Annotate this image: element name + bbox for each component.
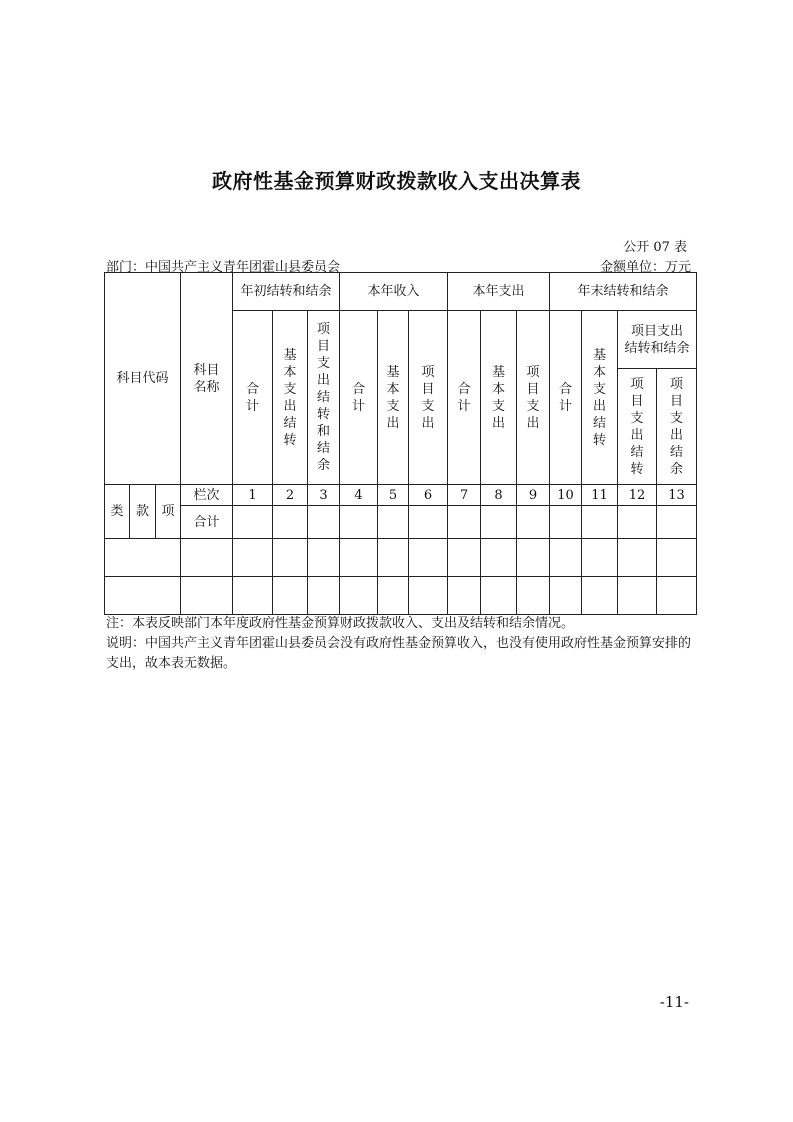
table-cell [233,577,273,615]
header-end-project-group: 项目支出 结转和结余 [618,311,697,369]
explanation-text: 说明：中国共产主义青年团霍山县委员会没有政府性基金预算收入，也没有使用政府性基金预算安排的支出，故本表无数据。 [106,636,692,671]
page-title: 政府性基金预算财政拨款收入支出决算表 [212,169,581,193]
column-number: 3 [308,485,340,506]
table-cell [378,539,409,577]
table-cell [273,506,308,539]
column-number: 10 [550,485,582,506]
department-label: 部门：中国共产主义青年团霍山县委员会 [106,260,341,275]
header-begin-total: 合 计 [233,311,273,485]
table-cell [448,577,481,615]
table-cell [308,577,340,615]
header-income-basic: 基 本 支 出 [378,311,409,485]
table-cell [657,577,697,615]
column-index-label: 栏次 [181,485,233,506]
column-number: 9 [517,485,550,506]
table-cell [517,506,550,539]
table-cell [481,506,517,539]
header-xiang: 项 [156,485,181,539]
table-row [105,577,697,615]
table-cell [378,506,409,539]
header-current-expense: 本年支出 [448,273,550,311]
note-text: 注：本表反映部门本年度政府性基金预算财政拨款收入、支出及结转和结余情况。 [106,616,575,631]
header-end-total: 合 计 [550,311,582,485]
header-begin-project: 项 目 支 出 结 转 和 结 余 [308,311,340,485]
table-cell [582,577,618,615]
table-cell [582,506,618,539]
table-cell [618,539,657,577]
table-cell [448,506,481,539]
header-income-total: 合 计 [340,311,378,485]
table-cell [181,539,233,577]
header-begin-basic: 基 本 支 出 结 转 [273,311,308,485]
table-cell [340,577,378,615]
table-cell [409,506,448,539]
table-cell [340,506,378,539]
table-row-total [105,506,697,539]
table-cell [657,539,697,577]
table-cell [550,539,582,577]
table-cell [409,577,448,615]
table-row [105,539,697,577]
table-cell [273,577,308,615]
header-current-income: 本年收入 [340,273,448,311]
header-income-project: 项 目 支 出 [409,311,448,485]
column-number: 8 [481,485,517,506]
table-cell [105,577,181,615]
header-end-project-carry: 项 目 支 出 结 转 [618,369,657,485]
table-cell [181,577,233,615]
table-cell [550,506,582,539]
header-end-balance: 年末结转和结余 [550,273,697,311]
column-number: 12 [618,485,657,506]
column-number: 2 [273,485,308,506]
table-cell [481,577,517,615]
header-end-basic: 基 本 支 出 结 转 [582,311,618,485]
table-cell [657,506,697,539]
final-accounts-table [104,272,697,615]
table-cell [233,506,273,539]
header-expense-basic: 基 本 支 出 [481,311,517,485]
column-number: 6 [409,485,448,506]
table-number: 公开 07 表 [623,240,687,255]
table-cell [308,506,340,539]
table-cell [105,539,181,577]
table-cell [409,539,448,577]
table-cell [273,539,308,577]
table-cell [308,539,340,577]
column-number: 11 [582,485,618,506]
header-expense-project: 项 目 支 出 [517,311,550,485]
table-cell [550,577,582,615]
table-cell [378,577,409,615]
header-end-project-balance: 项 目 支 出 结 余 [657,369,697,485]
header-begin-balance: 年初结转和结余 [233,273,340,311]
header-expense-total: 合 计 [448,311,481,485]
header-lei: 类 [105,485,130,539]
table-cell [517,577,550,615]
table-cell [582,539,618,577]
column-number: 5 [378,485,409,506]
header-kuan: 款 [130,485,156,539]
column-number: 7 [448,485,481,506]
table-cell [340,539,378,577]
column-number: 13 [657,485,697,506]
table-cell [233,539,273,577]
notes-section [106,614,696,674]
table-cell [517,539,550,577]
header-subject-name: 科目 名称 [181,273,233,485]
table-cell [618,577,657,615]
column-number: 1 [233,485,273,506]
column-number: 4 [340,485,378,506]
table-cell [481,539,517,577]
page-number: -11- [659,993,689,1011]
table-cell [448,539,481,577]
unit-label: 金额单位：万元 [599,260,691,275]
total-row-label: 合计 [181,506,233,539]
table-cell [618,506,657,539]
header-subject-code: 科目代码 [105,273,181,485]
